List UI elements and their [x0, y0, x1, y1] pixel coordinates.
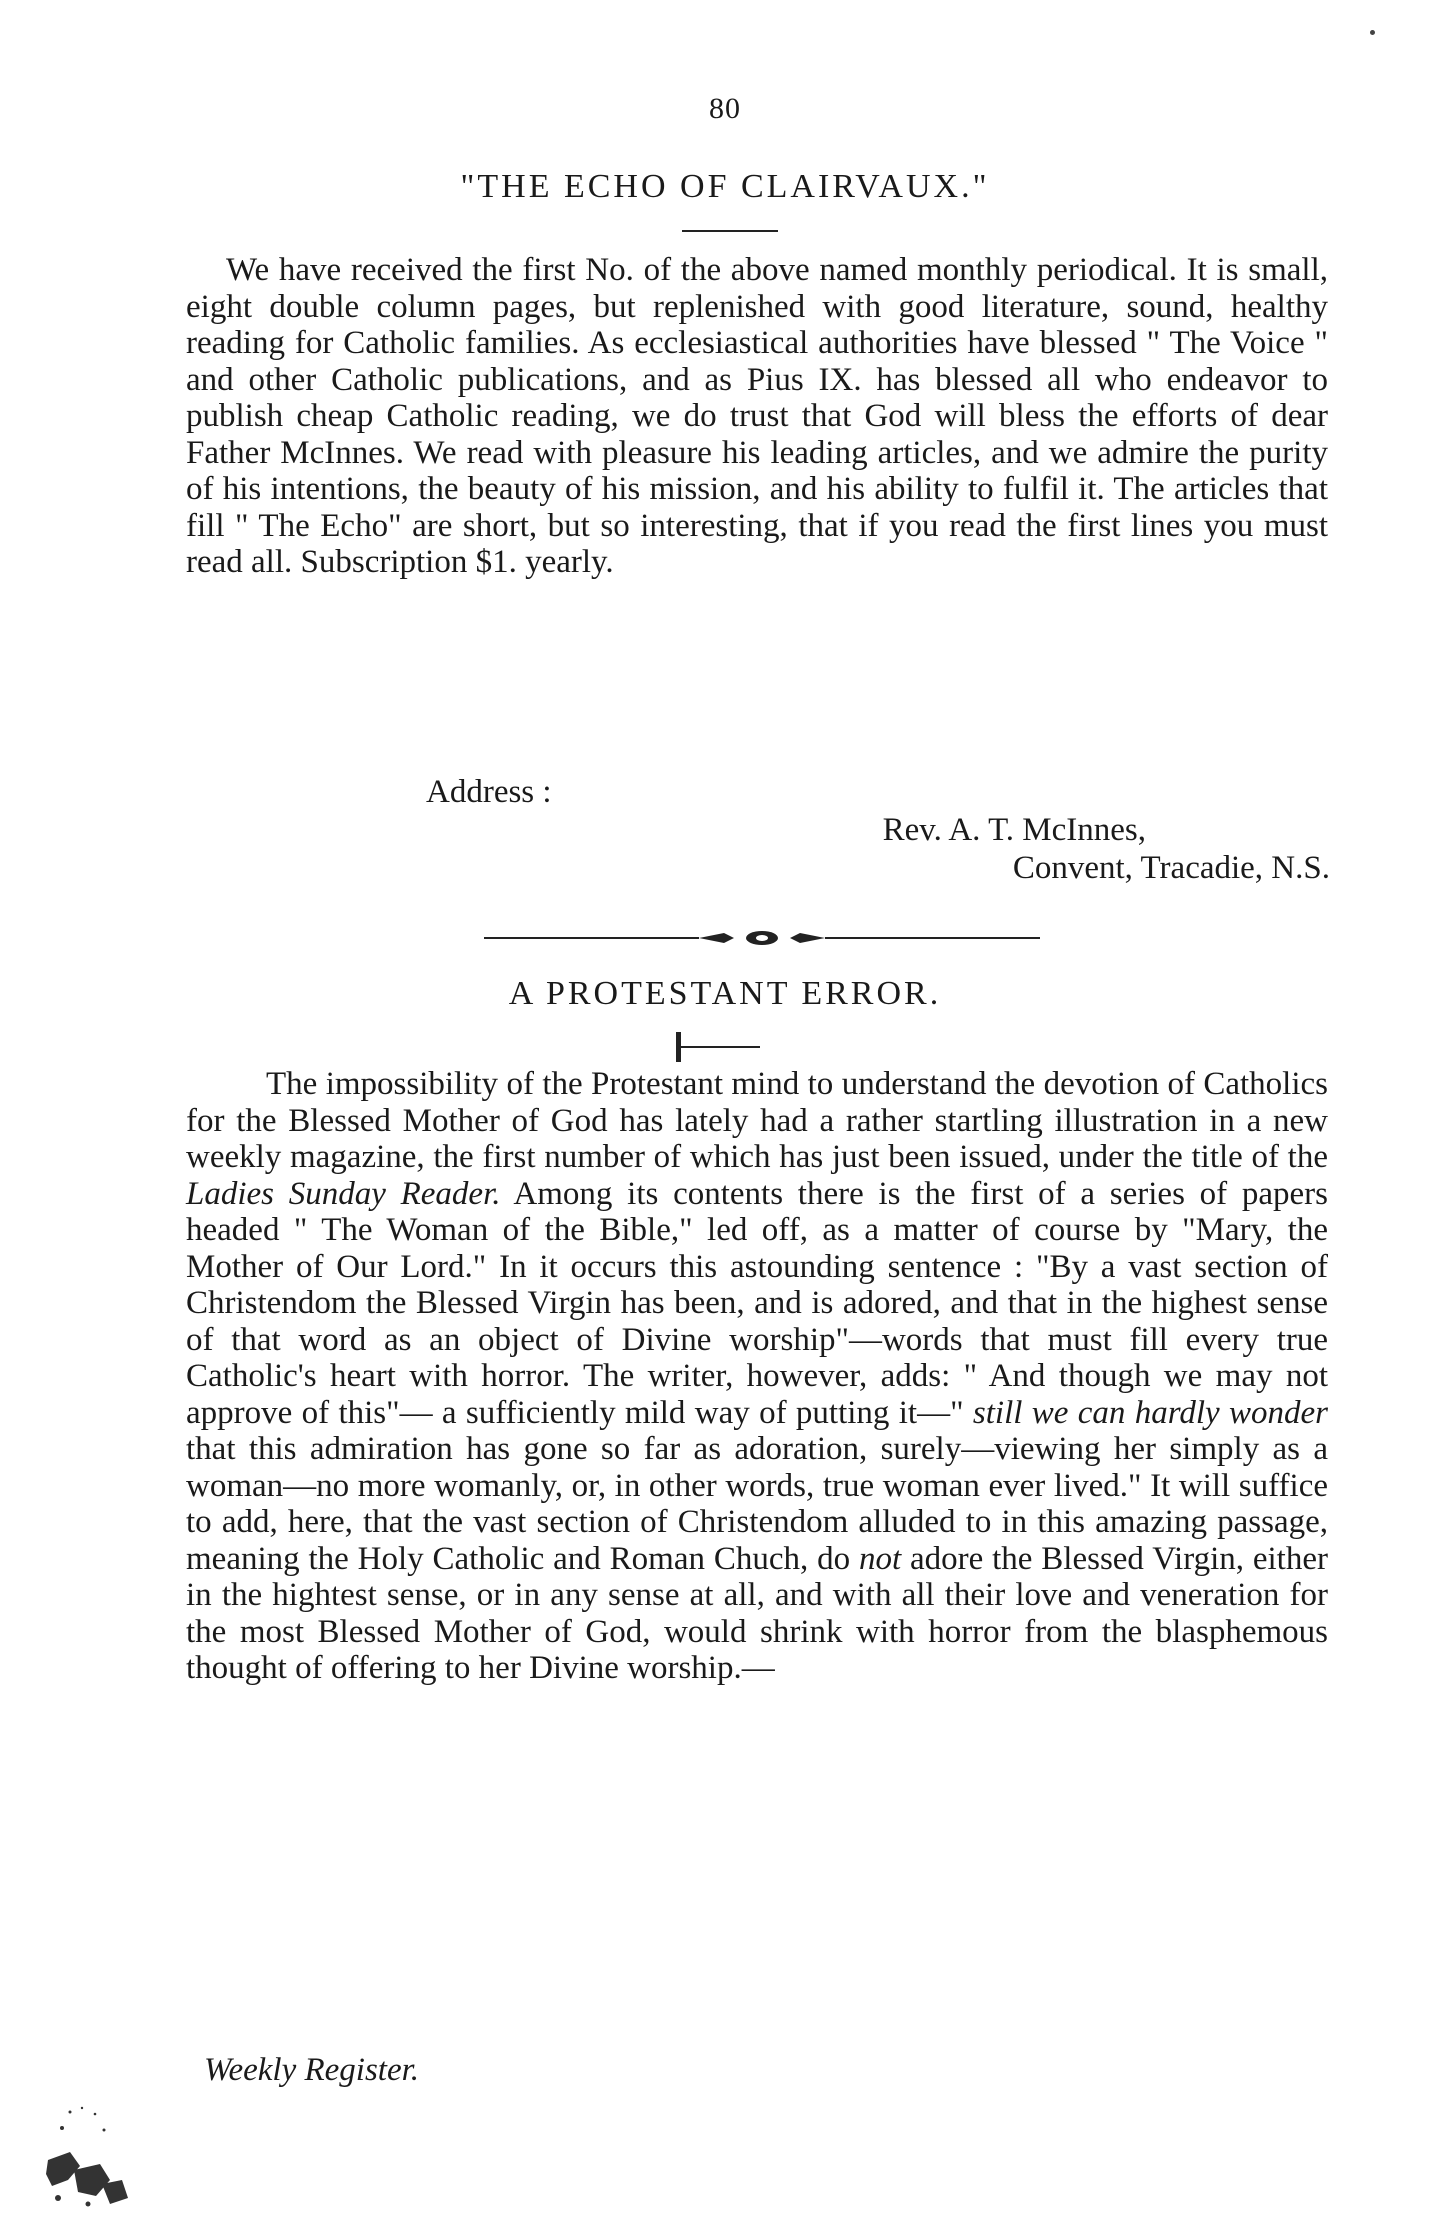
- source-attribution: Weekly Register.: [204, 2052, 420, 2088]
- body-text-part3: that this admiration has gone so far as adoration, surely—viewing her simply as a woman—no more womanly, or, in other words, true woman ever lived." It will suffice to add, here, that the vast section of Christendom alluded to in this amazing passage, meaning the Holy Catholic and Roman Chuch, do: [186, 1431, 1328, 1577]
- address-place: Convent, Tracadie, N.S.: [1012, 850, 1330, 886]
- body-italic-title: Ladies Sunday Reader.: [186, 1175, 501, 1212]
- article-body-text: We have received the first No. of the above named monthly periodical. It is small, eight double column pages, but replenished with good literature, sound, healthy reading for Catholic families. As ecclesiastical authorities have blessed " The Voice " and other Catholic publications, and as Pius IX. has blessed all who endeavor to publish cheap Catholic reading, we do trust that God will bless the efforts of dear Father McInnes. We read with pleasure his leading articles, and we admire the purity of his intentions, the beauty of his mission, and his ability to fulfil it. The articles that fill " The Echo" are short, but so interesting, that if you read the first lines you must read all. Subscription $1. yearly.: [186, 252, 1328, 580]
- article-title-protestant-error: A PROTESTANT ERROR.: [508, 975, 942, 1012]
- ornamental-divider: [484, 928, 1040, 948]
- title-underline: [680, 1046, 760, 1048]
- title-underline: [682, 230, 778, 232]
- article-body-protestant-error: [186, 1066, 1328, 1687]
- print-speck-mark: [40, 2100, 140, 2210]
- body-text-part1: The impossibility of the Protestant mind to understand the devotion of Catholics for the Blessed Mother of God has lately had a rather startling illustration in a new weekly magazine, the first number of which has just been issued, under the title of the: [186, 1066, 1328, 1175]
- address-name: Rev. A. T. McInnes,: [882, 812, 1146, 848]
- article-title-echo: "THE ECHO OF CLAIRVAUX.": [460, 168, 990, 205]
- body-italic-quote: still we can hardly wonder: [972, 1394, 1328, 1431]
- page-number: 80: [709, 92, 741, 125]
- article-body-echo: [186, 252, 1328, 581]
- stray-dot-mark: [1370, 30, 1375, 35]
- body-text-part2: Among its contents there is the first of a series of papers headed " The Woman of the Bible," led off, as a matter of course by "Mary, the Mother of Our Lord." In it occurs this astounding sentence : "By a vast section of Christendom the Blessed Virgin has been, and is adored, and that in the highest sense of that word as an object of Divine worship"—words that must fill every true Catholic's heart with horror. The writer, however, adds: " And though we may not approve of this"— a sufficiently mild way of putting it—": [186, 1175, 1328, 1431]
- body-text-part4: adore the Blessed Virgin, either in the hightest sense, or in any sense at all, and with all their love and veneration for the most Blessed Mother of God, would shrink with horror from the blasphemous thought of offering to her Divine worship.—: [186, 1540, 1328, 1686]
- body-italic-not: not: [858, 1540, 902, 1577]
- address-label: Address :: [426, 774, 552, 810]
